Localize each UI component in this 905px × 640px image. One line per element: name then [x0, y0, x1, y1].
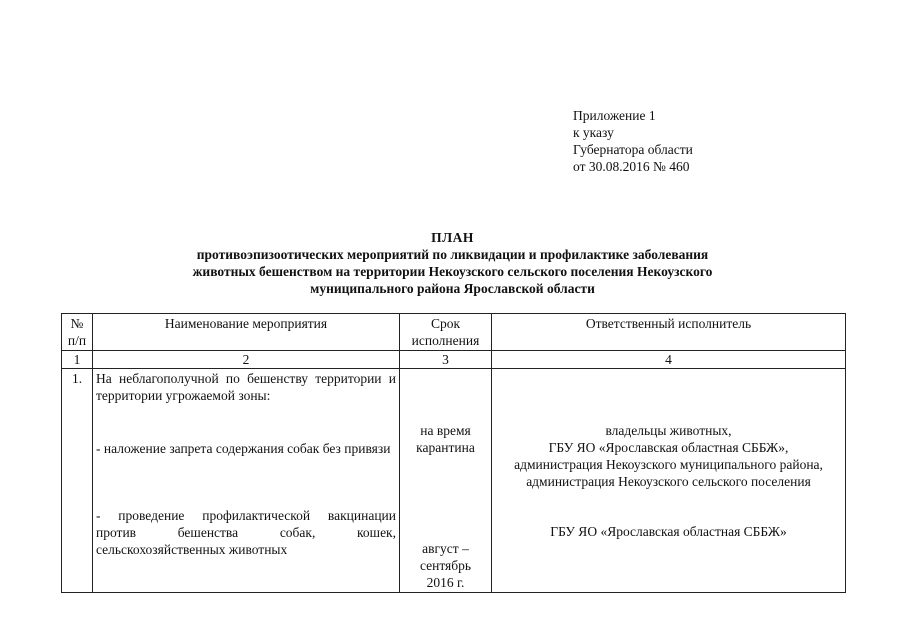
plan-subtitle-line-1: противоэпизоотических мероприятий по ликвидации и профилактике заболевания — [196, 247, 709, 262]
term-item-1-line-1: на время — [420, 423, 471, 438]
header-name: Наименование мероприятия — [93, 314, 400, 351]
plan-subtitle-line-2: животных бешенством на территории Некоузского сельского поселения Некоузского — [192, 264, 713, 279]
executor-cell — [492, 369, 846, 593]
executor-item-1-line-4: администрация Некоузского сельского поселения — [526, 474, 811, 489]
plan-title — [0, 229, 905, 297]
row-number: 1. — [62, 369, 93, 593]
header-term — [400, 314, 492, 351]
header-num-line-2: п/п — [67, 333, 87, 348]
term-item-2-line-2: сентябрь — [419, 558, 472, 573]
executor-item-1-line-1: владельцы животных, — [605, 423, 732, 438]
plan-table — [61, 313, 846, 593]
term-cell — [400, 369, 492, 593]
term-item-1-line-2: карантина — [416, 440, 475, 455]
appendix-line-3: Губернатора области — [573, 142, 693, 157]
appendix-line-4: от 30.08.2016 № 460 — [573, 159, 690, 174]
measure-item-2: - проведение профилактической вакцинации против бешенства собак, кошек, сельскохозяйственных животных — [96, 508, 396, 557]
column-number-2: 2 — [93, 351, 400, 369]
appendix-block — [573, 107, 693, 175]
measure-intro: На неблагополучной по бешенству территории и территории угрожаемой зоны: — [96, 371, 396, 403]
measure-item-1: - наложение запрета содержания собак без привязи — [96, 441, 391, 456]
header-term-line-2: исполнения — [411, 333, 480, 348]
plan-heading: ПЛАН — [431, 230, 474, 245]
executor-item-1-line-3: администрация Некоузского муниципального района, — [514, 457, 823, 472]
column-number-1: 1 — [62, 351, 93, 369]
table-row — [62, 369, 846, 593]
executor-item-2: ГБУ ЯО «Ярославская областная СББЖ» — [550, 524, 787, 539]
appendix-line-1: Приложение 1 — [573, 108, 656, 123]
header-executor: Ответственный исполнитель — [492, 314, 846, 351]
header-num-line-1: № — [70, 316, 84, 331]
measure-cell — [93, 369, 400, 593]
plan-subtitle-line-3: муниципального района Ярославской области — [310, 281, 595, 296]
appendix-line-2: к указу — [573, 125, 614, 140]
term-item-2-line-3: 2016 г. — [426, 575, 465, 590]
term-item-2-line-1: август – — [422, 541, 469, 556]
executor-item-1-line-2: ГБУ ЯО «Ярославская областная СББЖ», — [548, 440, 789, 455]
column-number-4: 4 — [492, 351, 846, 369]
header-num — [62, 314, 93, 351]
table-header-row — [62, 314, 846, 351]
header-term-line-1: Срок — [430, 316, 461, 331]
column-number-3: 3 — [400, 351, 492, 369]
column-number-row — [62, 351, 846, 369]
